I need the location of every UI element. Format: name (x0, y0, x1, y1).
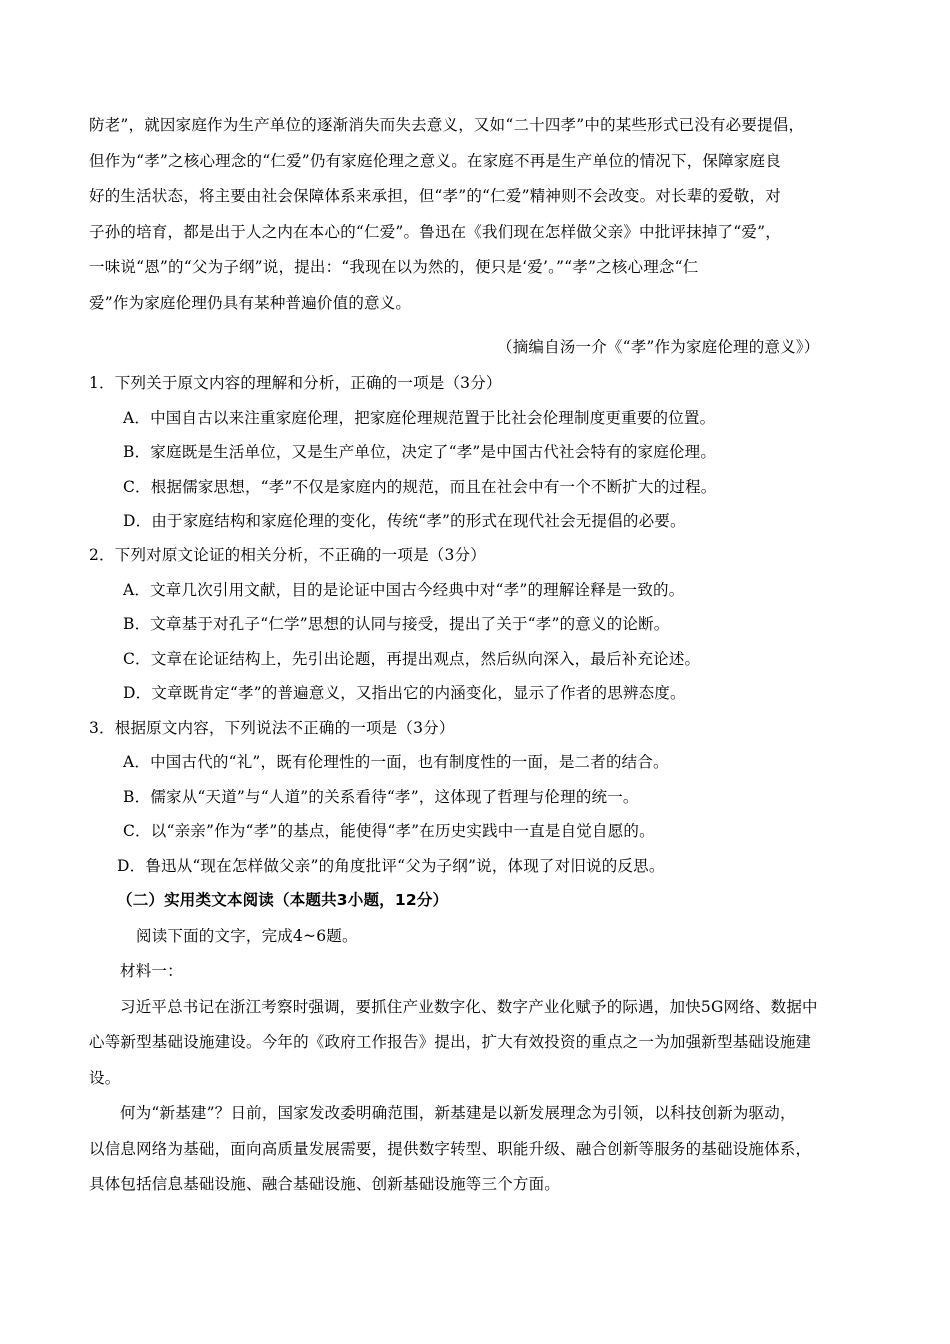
question-option: D．由于家庭结构和家庭伦理的变化，传统“孝”的形式在现代社会无提倡的必要。 (123, 512, 686, 530)
material-line: 何为“新基建”？日前，国家发改委明确范围，新基建是以新发展理念为引领，以科技创新为驱动， (120, 1104, 796, 1122)
material-line: 习近平总书记在浙江考察时强调，要抓住产业数字化、数字产业化赋予的际遇，加快5G网络、数据中 (120, 998, 818, 1016)
question-option: C．根据儒家思想，“孝”不仅是家庭内的规范，而且在社会中有一个不断扩大的过程。 (123, 478, 717, 496)
material-line: 以信息网络为基础，面向高质量发展需要，提供数字转型、职能升级、融合创新等服务的基础设施体系， (89, 1140, 812, 1158)
material-line: 设。 (89, 1069, 121, 1087)
passage-line: 一味说“恩”的“父为子纲”说，提出：“我现在以为然的，便只是‘爱’。”“孝”之核心理念“仁 (89, 258, 699, 276)
question-stem: 1．下列关于原文内容的理解和分析，正确的一项是（3分） (89, 374, 502, 392)
question-option: A．文章几次引用文献，目的是论证中国古今经典中对“孝”的理解诠释是一致的。 (123, 581, 685, 599)
passage-line: 子孙的培育，都是出于人之内在本心的“仁爱”。鲁迅在《我们现在怎样做父亲》中批评抹掉了“爱”， (89, 223, 781, 241)
passage-line: 但作为“孝”之核心理念的“仁爱”仍有家庭伦理之意义。在家庭不再是生产单位的情况下，保障家庭良 (89, 152, 781, 170)
passage-line: 防老”，就因家庭作为生产单位的逐渐消失而失去意义，又如“二十四孝”中的某些形式已没有必要提倡， (89, 116, 805, 134)
section-instruction: 阅读下面的文字，完成4~6题。 (136, 927, 358, 945)
question-option: D．鲁迅从“现在怎样做父亲”的角度批评“父为子纲”说，体现了对旧说的反思。 (117, 857, 665, 875)
question-stem: 2．下列对原文论证的相关分析，不正确的一项是（3分） (89, 546, 486, 564)
passage-line: 好的生活状态，将主要由社会保障体系来承担，但“孝”的“仁爱”精神则不会改变。对长辈的爱敬，对 (89, 187, 781, 205)
material-line: 具体包括信息基础设施、融合基础设施、创新基础设施等三个方面。 (89, 1175, 561, 1193)
material-line: 心等新型基础设施建设。今年的《政府工作报告》提出，扩大有效投资的重点之一为加强新型基础设施建 (89, 1033, 812, 1051)
section-heading: （二）实用类文本阅读（本题共3小题，12分） (117, 891, 449, 909)
question-option: B．文章基于对孔子“仁学”思想的认同与接受，提出了关于“孝”的意义的论断。 (123, 615, 670, 633)
question-option: C．以“亲亲”作为“孝”的基点，能使得“孝”在历史实践中一直是自觉自愿的。 (123, 822, 655, 840)
question-option: A．中国自古以来注重家庭伦理，把家庭伦理规范置于比社会伦理制度更重要的位置。 (123, 409, 716, 427)
question-option: C．文章在论证结构上，先引出论题，再提出观点，然后纵向深入，最后补充论述。 (123, 650, 701, 668)
question-option: D．文章既肯定“孝”的普遍意义，又指出它的内涵变化，显示了作者的思辨态度。 (123, 684, 686, 702)
passage-source: （摘编自汤一介《“孝”作为家庭伦理的意义》） (497, 338, 820, 356)
question-stem: 3．根据原文内容，下列说法不正确的一项是（3分） (89, 719, 455, 737)
question-option: A．中国古代的“礼”，既有伦理性的一面，也有制度性的一面，是二者的结合。 (123, 753, 669, 771)
material-label: 材料一： (120, 962, 183, 980)
question-option: B．儒家从“天道”与“人道”的关系看待“孝”，这体现了哲理与伦理的统一。 (123, 788, 639, 806)
passage-line: 爱”作为家庭伦理仍具有某种普遍价值的意义。 (89, 294, 412, 312)
question-option: B．家庭既是生活单位，又是生产单位，决定了“孝”是中国古代社会特有的家庭伦理。 (123, 443, 717, 461)
